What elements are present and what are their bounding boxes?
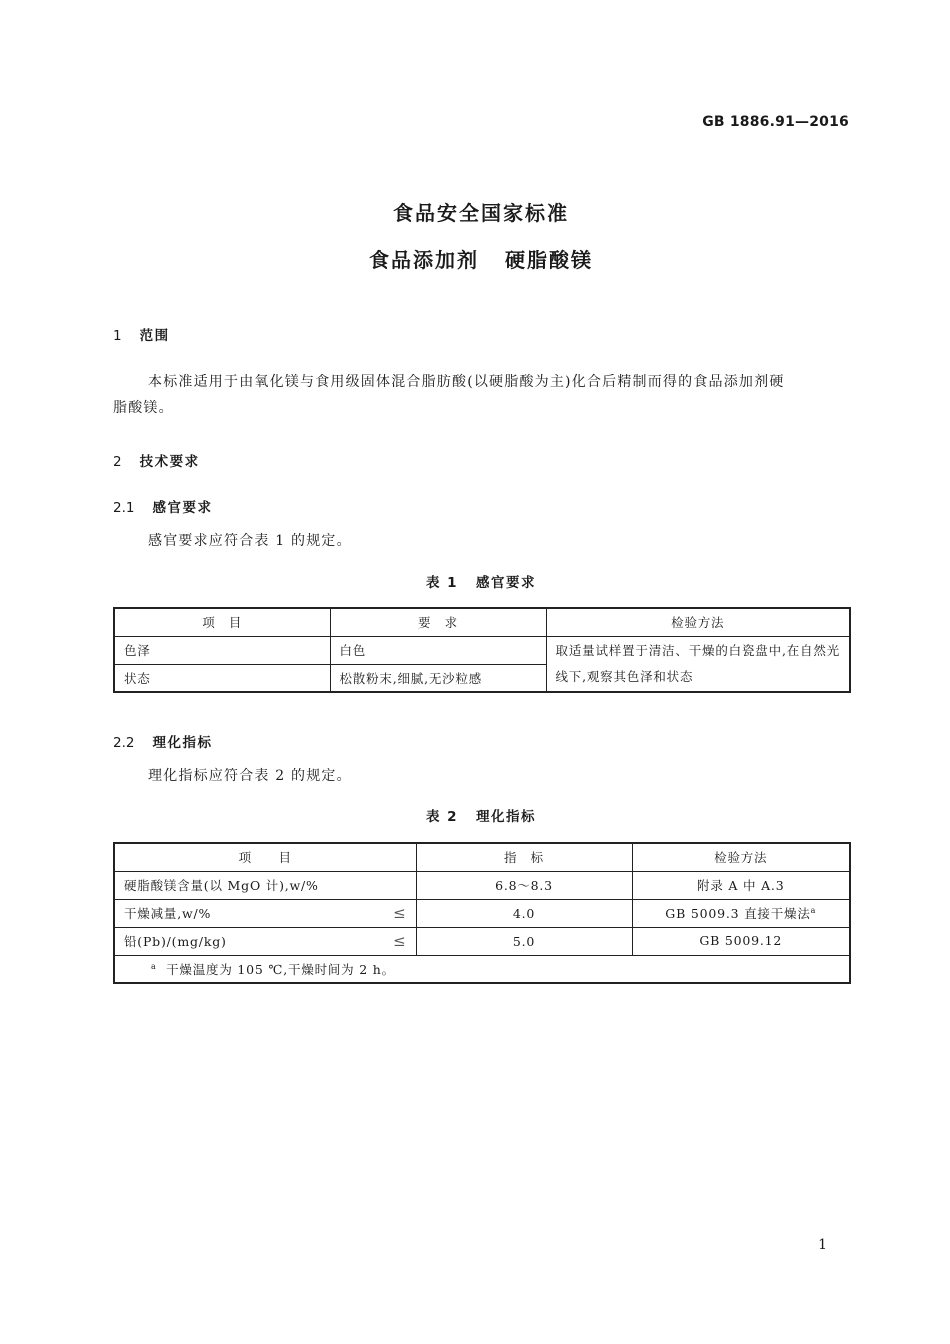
item-label: 干燥减量,w/%	[124, 906, 212, 921]
item-label: 铅(Pb)/(mg/kg)	[124, 934, 227, 949]
table-footnote	[114, 955, 850, 983]
cell-requirement: 松散粉末,细腻,无沙粒感	[330, 664, 546, 692]
leq-symbol: ≤	[393, 932, 407, 950]
cell-item: 色泽	[114, 636, 330, 664]
section-title: 范围	[139, 328, 170, 344]
cell-method	[632, 927, 850, 955]
table-1-caption	[0, 571, 950, 591]
header-index: 指 标	[416, 843, 632, 871]
section-title: 理化指标	[152, 735, 213, 751]
method-label: GB 5009.3 直接干燥法	[665, 906, 811, 921]
table-row	[114, 899, 850, 927]
footnote-mark: a	[151, 961, 157, 971]
cell-method	[632, 871, 850, 899]
standard-code: GB 1886.91—2016	[702, 114, 849, 130]
cell-item	[114, 871, 416, 899]
caption-number: 表 2	[425, 809, 459, 825]
method-label: 附录 A 中 A.3	[697, 878, 785, 893]
item-label: 硬脂酸镁含量(以 MgO 计),w/%	[124, 878, 319, 893]
caption-number: 表 1	[425, 575, 459, 591]
header-item: 项 目	[114, 843, 416, 871]
table-row	[114, 636, 850, 664]
header-requirement: 要 求	[330, 608, 546, 636]
document-title: 食品安全国家标准	[393, 201, 569, 225]
method-label: GB 5009.12	[699, 933, 783, 949]
section-2-2-paragraph: 理化指标应符合表 2 的规定。	[148, 768, 352, 784]
section-number: 2	[113, 454, 122, 470]
caption-title: 感官要求	[476, 575, 537, 591]
header-method: 检验方法	[632, 843, 850, 871]
cell-method	[632, 899, 850, 927]
physicochemical-table	[113, 842, 851, 984]
table-header-row	[114, 608, 850, 636]
section-title: 感官要求	[152, 500, 213, 516]
caption-title: 理化指标	[476, 809, 537, 825]
section-2-2-heading	[113, 731, 212, 751]
note-mark: a	[810, 905, 817, 915]
cell-value: 6.8～8.3	[416, 871, 632, 899]
subtitle-product: 硬脂酸镁	[505, 248, 593, 272]
cell-item	[114, 927, 416, 955]
section-number: 2.1	[113, 500, 135, 516]
section-number: 2.2	[113, 735, 135, 751]
table-2-caption	[0, 805, 950, 825]
cell-method: 取适量试样置于清洁、干燥的白瓷盘中,在自然光线下,观察其色泽和状态	[546, 636, 850, 692]
section-2-1-heading	[113, 496, 212, 516]
table-row	[114, 871, 850, 899]
leq-symbol: ≤	[393, 904, 407, 922]
cell-value: 5.0	[416, 927, 632, 955]
section-2-1-paragraph: 感官要求应符合表 1 的规定。	[148, 533, 352, 549]
section-2-heading	[113, 450, 200, 470]
section-1-paragraph-line-1: 本标准适用于由氧化镁与食用级固体混合脂肪酸(以硬脂酸为主)化合后精制而得的食品添加剂硬	[148, 374, 785, 390]
section-1-paragraph-line-2: 脂酸镁。	[113, 400, 174, 416]
section-1-heading	[113, 324, 170, 344]
table-header-row	[114, 843, 850, 871]
section-number: 1	[113, 328, 122, 344]
page-number: 1	[818, 1237, 827, 1253]
header-item: 项 目	[114, 608, 330, 636]
cell-item	[114, 899, 416, 927]
footnote-text: 干燥温度为 105 ℃,干燥时间为 2 h。	[166, 961, 395, 977]
document-subtitle	[0, 244, 950, 273]
table-footnote-row	[114, 955, 850, 983]
cell-value: 4.0	[416, 899, 632, 927]
table-row	[114, 927, 850, 955]
cell-item: 状态	[114, 664, 330, 692]
subtitle-category: 食品添加剂	[369, 248, 479, 272]
header-method: 检验方法	[546, 608, 850, 636]
section-title: 技术要求	[139, 454, 200, 470]
cell-requirement: 白色	[330, 636, 546, 664]
sensory-requirements-table	[113, 607, 851, 693]
